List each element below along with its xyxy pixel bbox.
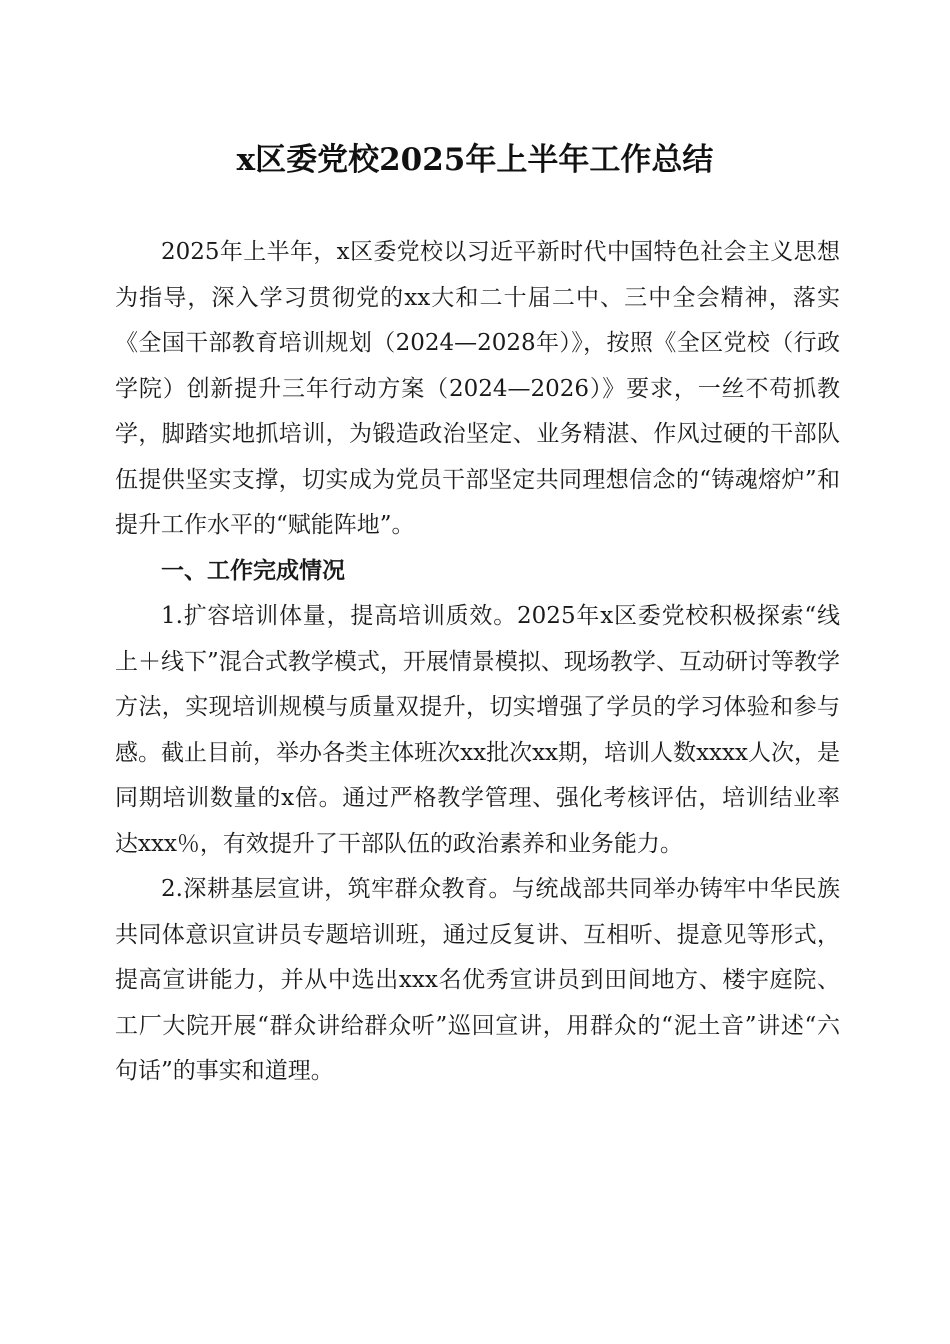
item-1-paragraph: 1.扩容培训体量，提高培训质效。2025年x区委党校积极探索“线上＋线下”混合式教学模式，开展情景模拟、现场教学、互动研讨等教学方法，实现培训规模与质量双提升，切实增强了学员的学习体验和参与感。截止目前，举办各类主体班次xx批次xx期，培训人数xxxx人次，是同期培训数量的x倍。通过严格教学管理、强化考核评估，培训结业率达xxx％，有效提升了干部队伍的政治素养和业务能力。 — [115, 603, 840, 857]
document-body — [115, 230, 840, 1095]
section-heading: 一、工作完成情况 — [161, 557, 345, 584]
intro-paragraph: 2025年上半年，x区委党校以习近平新时代中国特色社会主义思想为指导，深入学习贯彻党的xx大和二十届二中、三中全会精神，落实《全国干部教育培训规划（2024—2028年）》，按照《全区党校（行政学院）创新提升三年行动方案（2024—2026）》要求，一丝不苟抓教学，脚踏实地抓培训，为锻造政治坚定、业务精湛、作风过硬的干部队伍提供坚实支撑，切实成为党员干部坚定共同理想信念的“铸魂熔炉”和提升工作水平的“赋能阵地”。 — [115, 239, 840, 538]
item-2-paragraph: 2.深耕基层宣讲，筑牢群众教育。与统战部共同举办铸牢中华民族共同体意识宣讲员专题培训班，通过反复讲、互相听、提意见等形式，提高宣讲能力，并从中选出xxx名优秀宣讲员到田间地方、楼宇庭院、工厂大院开展“群众讲给群众听”巡回宣讲，用群众的“泥土音”讲述“六句话”的事实和道理。 — [115, 876, 840, 1084]
document-title: x区委党校2025年上半年工作总结 — [236, 142, 714, 178]
